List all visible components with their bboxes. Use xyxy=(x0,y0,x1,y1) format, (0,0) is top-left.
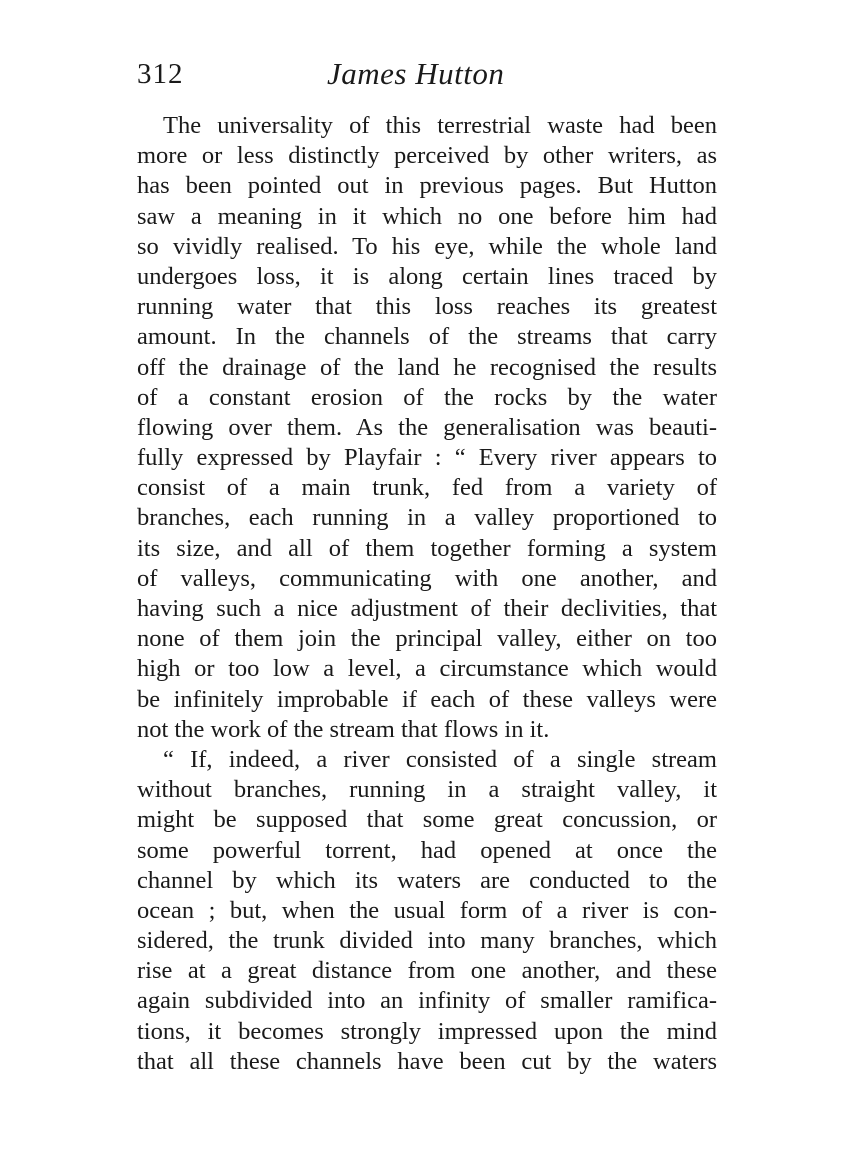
body-text xyxy=(137,111,717,1077)
page-number: 312 xyxy=(137,58,184,90)
running-head xyxy=(137,58,717,98)
text-line: flowing over them. As the generalisation was beauti- xyxy=(137,413,717,441)
text-line: so vividly realised. To his eye, while the whole land xyxy=(137,232,717,260)
text-line: of a constant erosion of the rocks by the water xyxy=(137,383,717,411)
text-line: ocean ; but, when the usual form of a river is con- xyxy=(137,896,717,924)
text-line: that all these channels have been cut by the waters xyxy=(137,1047,717,1075)
text-line: running water that this loss reaches its greatest xyxy=(137,293,717,321)
text-line: The universality of this terrestrial waste had been xyxy=(163,112,717,139)
text-line: of valleys, communicating with one another, and xyxy=(137,564,717,592)
text-line: consist of a main trunk, fed from a variety of xyxy=(137,474,717,502)
text-line: sidered, the trunk divided into many branches, which xyxy=(137,927,717,955)
text-line: not the work of the stream that flows in it. xyxy=(137,715,550,743)
text-line: channel by which its waters are conducted to the xyxy=(137,866,717,894)
running-title: James Hutton xyxy=(327,56,505,91)
text-line: more or less distinctly perceived by other writers, as xyxy=(137,142,717,170)
text-line: fully expressed by Playfair : “ Every river appears to xyxy=(137,444,717,472)
text-line: has been pointed out in previous pages. But Hutton xyxy=(137,172,717,200)
text-line: having such a nice adjustment of their declivities, that xyxy=(137,595,717,622)
text-line: amount. In the channels of the streams that carry xyxy=(137,323,717,351)
text-line: high or too low a level, a circumstance which would xyxy=(137,655,717,683)
text-line: rise at a great distance from one another, and these xyxy=(137,957,717,985)
text-line: none of them join the principal valley, either on too xyxy=(137,625,717,653)
text-line: branches, each running in a valley proportioned to xyxy=(137,504,717,532)
text-line: undergoes loss, it is along certain lines traced by xyxy=(137,262,717,290)
text-line: “ If, indeed, a river consisted of a single stream xyxy=(163,745,717,773)
text-line: again subdivided into an infinity of smaller ramifica- xyxy=(137,987,717,1015)
text-line: off the drainage of the land he recognised the results xyxy=(137,353,717,381)
text-line: might be supposed that some great concussion, or xyxy=(137,806,717,834)
text-line: saw a meaning in it which no one before him had xyxy=(137,202,717,230)
text-line: without branches, running in a straight valley, it xyxy=(137,776,717,804)
text-line: tions, it becomes strongly impressed upon the mind xyxy=(137,1017,717,1045)
text-line: be infinitely improbable if each of these valleys were xyxy=(137,685,717,713)
text-line: some powerful torrent, had opened at once the xyxy=(137,836,717,864)
text-line: its size, and all of them together forming a system xyxy=(137,534,717,562)
